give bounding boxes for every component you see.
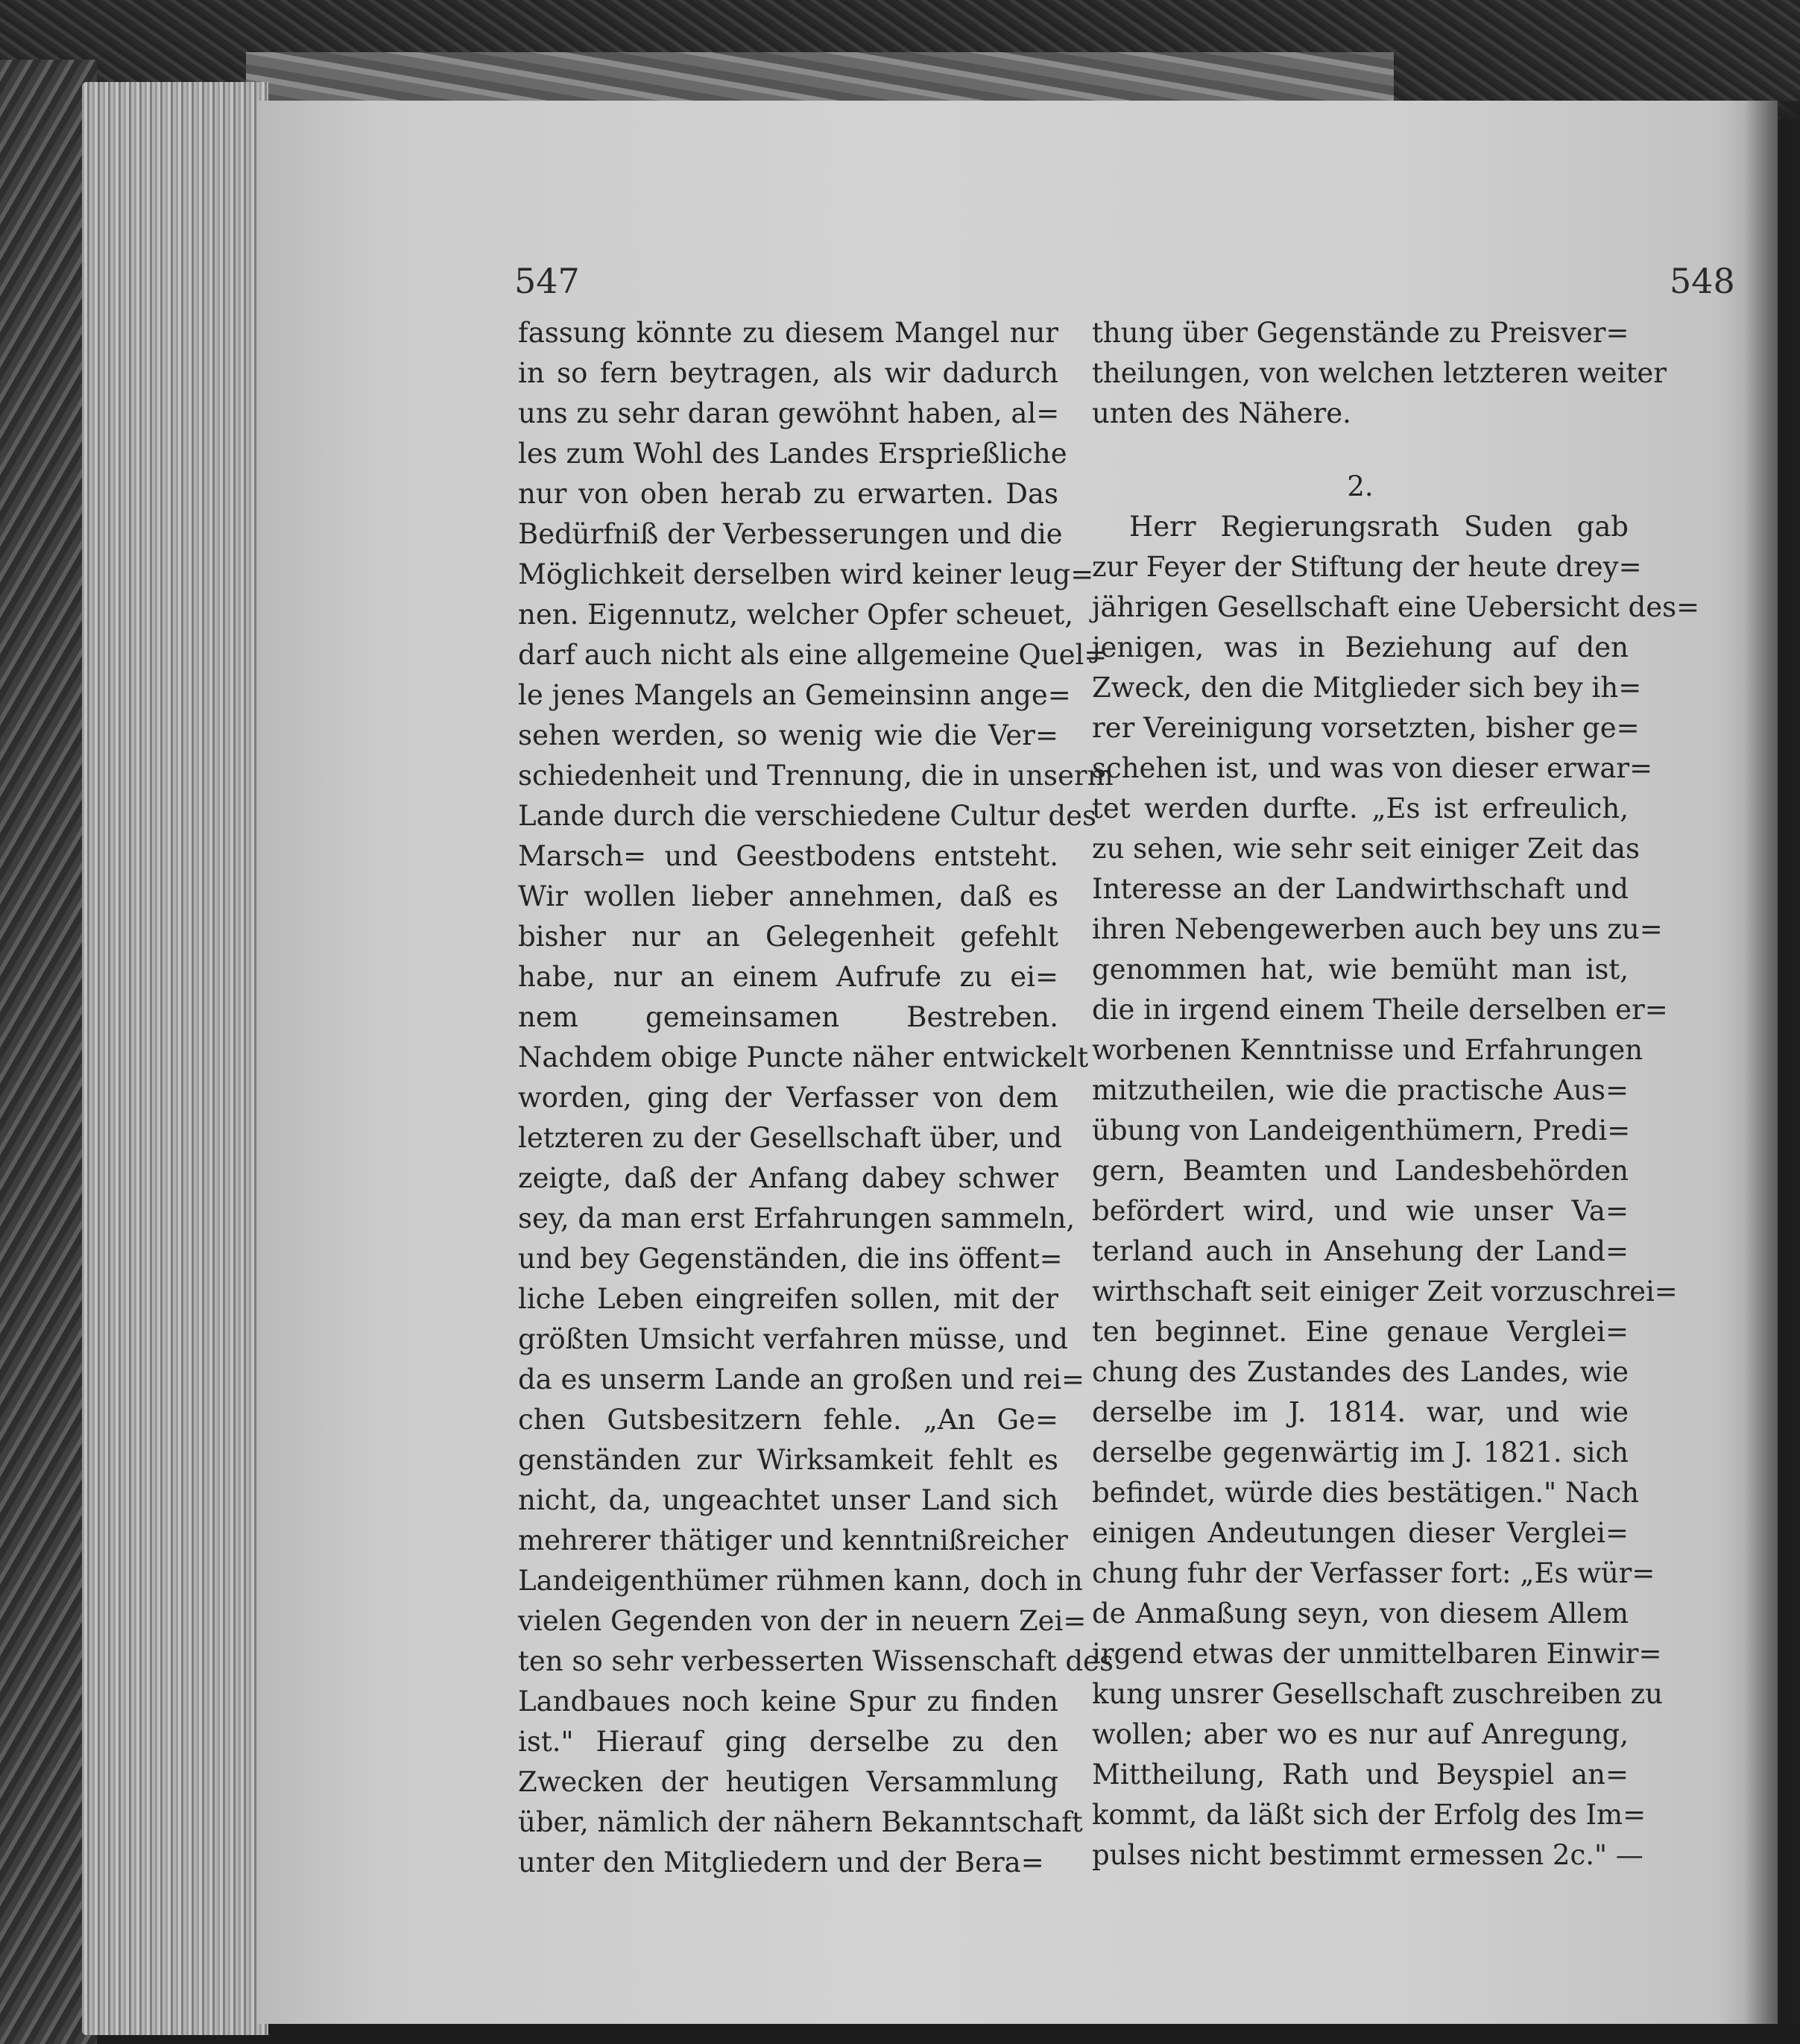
text-line: jährigen Gesellschaft eine Uebersicht des= — [1092, 591, 1700, 623]
text-line: nem gemeinsamen Bestreben. — [518, 1001, 1058, 1033]
text-line: uns zu sehr daran gewöhnt haben, al= — [518, 397, 1060, 429]
text-line: Nachdem obige Puncte näher entwickelt — [518, 1041, 1089, 1073]
text-line: rer Vereinigung vorsetzten, bisher ge= — [1092, 712, 1640, 744]
text-line: letzteren zu der Gesellschaft über, und — [518, 1122, 1062, 1154]
text-line: über, nämlich der nähern Bekanntschaft — [518, 1806, 1083, 1838]
text-line: zu sehen, wie sehr seit einiger Zeit das — [1092, 833, 1640, 865]
text-line: wirthschaft seit einiger Zeit vorzuschrei= — [1092, 1275, 1678, 1308]
gutter-shadow — [1744, 101, 1800, 2024]
section-number: 2. — [1347, 470, 1374, 502]
text-line: Bedürfniß der Verbesserungen und die — [518, 518, 1063, 550]
text-line: Herr Regierungsrath Suden gab — [1129, 511, 1629, 543]
text-line: gern, Beamten und Landesbehörden — [1092, 1155, 1629, 1187]
text-line: fassung könnte zu diesem Mangel nur — [518, 317, 1058, 349]
page-block-edges — [82, 82, 268, 2035]
text-line: Landbaues noch keine Spur zu finden — [518, 1685, 1058, 1717]
text-line: habe, nur an einem Aufrufe zu ei= — [518, 961, 1058, 993]
text-line: de Anmaßung seyn, von diesem Allem — [1092, 1597, 1629, 1630]
text-line: in so fern beytragen, als wir dadurch — [518, 357, 1058, 389]
text-line: schiedenheit und Trennung, die in unserm — [518, 760, 1114, 792]
text-line: da es unserm Lande an großen und rei= — [518, 1363, 1085, 1395]
text-line: kung unsrer Gesellschaft zuschreiben zu — [1092, 1678, 1663, 1710]
text-line: terland auch in Ansehung der Land= — [1092, 1235, 1629, 1267]
text-line: derselbe im J. 1814. war, und wie — [1092, 1396, 1629, 1428]
text-line: darf auch nicht als eine allgemeine Quel= — [518, 639, 1108, 671]
text-line: einigen Andeutungen dieser Verglei= — [1092, 1517, 1629, 1549]
text-line: kommt, da läßt sich der Erfolg des Im= — [1092, 1799, 1646, 1831]
text-line: ist." Hierauf ging derselbe zu den — [518, 1726, 1058, 1758]
text-line: unten des Nähere. — [1092, 397, 1351, 429]
text-line: chen Gutsbesitzern fehle. „An Ge= — [518, 1404, 1058, 1436]
text-line: sehen werden, so wenig wie die Ver= — [518, 719, 1058, 751]
text-line: jenigen, was in Beziehung auf den — [1092, 631, 1629, 663]
text-line: befördert wird, und wie unser Va= — [1092, 1195, 1629, 1227]
text-line: zur Feyer der Stiftung der heute drey= — [1092, 551, 1642, 583]
text-line: worbenen Kenntnisse und Erfahrungen — [1092, 1034, 1643, 1066]
text-column-left — [518, 313, 1114, 1883]
text-line: thung über Gegenstände zu Preisver= — [1092, 317, 1629, 349]
text-column-right — [1092, 313, 1700, 1876]
text-line: genständen zur Wirksamkeit fehlt es — [518, 1444, 1058, 1476]
page-number-left: 547 — [514, 261, 580, 301]
text-line: schehen ist, und was von dieser erwar= — [1092, 752, 1653, 784]
text-line: Lande durch die verschiedene Cultur des — [518, 800, 1097, 832]
text-line: Wir wollen lieber annehmen, daß es — [518, 880, 1058, 912]
text-line: derselbe gegenwärtig im J. 1821. sich — [1092, 1436, 1629, 1469]
text-line: Marsch= und Geestbodens entsteht. — [518, 840, 1058, 872]
text-line: theilungen, von welchen letzteren weiter — [1092, 357, 1667, 389]
text-block-section — [1092, 507, 1700, 1876]
text-line: nicht, da, ungeachtet unser Land sich — [518, 1484, 1058, 1516]
text-line: mitzutheilen, wie die practische Aus= — [1092, 1074, 1629, 1106]
text-line: die in irgend einem Theile derselben er= — [1092, 994, 1668, 1026]
text-line: irgend etwas der unmittelbaren Einwir= — [1092, 1638, 1662, 1670]
text-line: worden, ging der Verfasser von dem — [518, 1082, 1058, 1114]
text-line: liche Leben eingreifen sollen, mit der — [518, 1283, 1058, 1315]
text-line: ten beginnet. Eine genaue Verglei= — [1092, 1316, 1629, 1348]
text-line: les zum Wohl des Landes Ersprießliche — [518, 438, 1067, 470]
text-line: chung des Zustandes des Landes, wie — [1092, 1356, 1629, 1388]
text-line: größten Umsicht verfahren müsse, und — [518, 1323, 1068, 1355]
text-line: Mittheilung, Rath und Beyspiel an= — [1092, 1758, 1629, 1791]
text-line: genommen hat, wie bemüht man ist, — [1092, 953, 1629, 985]
text-line: pulses nicht bestimmt ermessen 2c." — — [1092, 1839, 1643, 1871]
text-line: Zwecken der heutigen Versammlung — [518, 1766, 1058, 1798]
text-line: ten so sehr verbesserten Wissenschaft des — [518, 1645, 1114, 1677]
text-line: vielen Gegenden von der in neuern Zei= — [518, 1605, 1087, 1637]
text-line: Interesse an der Landwirthschaft und — [1092, 873, 1629, 905]
text-line: le jenes Mangels an Gemeinsinn ange= — [518, 679, 1071, 711]
text-line: tet werden durfte. „Es ist erfreulich, — [1092, 792, 1629, 824]
text-line: nen. Eigennutz, welcher Opfer scheuet, — [518, 599, 1074, 631]
text-line: nur von oben herab zu erwarten. Das — [518, 478, 1058, 510]
text-line: sey, da man erst Erfahrungen sammeln, — [518, 1202, 1076, 1234]
text-line: übung von Landeigenthümern, Predi= — [1092, 1114, 1631, 1146]
page-number-right: 548 — [1670, 261, 1735, 301]
text-block-continuation — [1092, 313, 1667, 434]
text-line: Zweck, den die Mitglieder sich bey ih= — [1092, 672, 1642, 704]
text-line: bisher nur an Gelegenheit gefehlt — [518, 921, 1058, 953]
text-line: Möglichkeit derselben wird keiner leug= — [518, 558, 1094, 590]
text-line: Landeigenthümer rühmen kann, doch in — [518, 1565, 1083, 1597]
text-line: und bey Gegenständen, die ins öffent= — [518, 1243, 1063, 1275]
text-line: zeigte, daß der Anfang dabey schwer — [518, 1162, 1058, 1194]
text-line: unter den Mitgliedern und der Bera= — [518, 1846, 1044, 1879]
text-line: ihren Nebengewerben auch bey uns zu= — [1092, 913, 1663, 945]
text-line: mehrerer thätiger und kenntnißreicher — [518, 1524, 1068, 1556]
text-line: wollen; aber wo es nur auf Anregung, — [1092, 1718, 1629, 1750]
text-line: chung fuhr der Verfasser fort: „Es wür= — [1092, 1557, 1655, 1589]
text-line: befindet, würde dies bestätigen." Nach — [1092, 1477, 1639, 1509]
